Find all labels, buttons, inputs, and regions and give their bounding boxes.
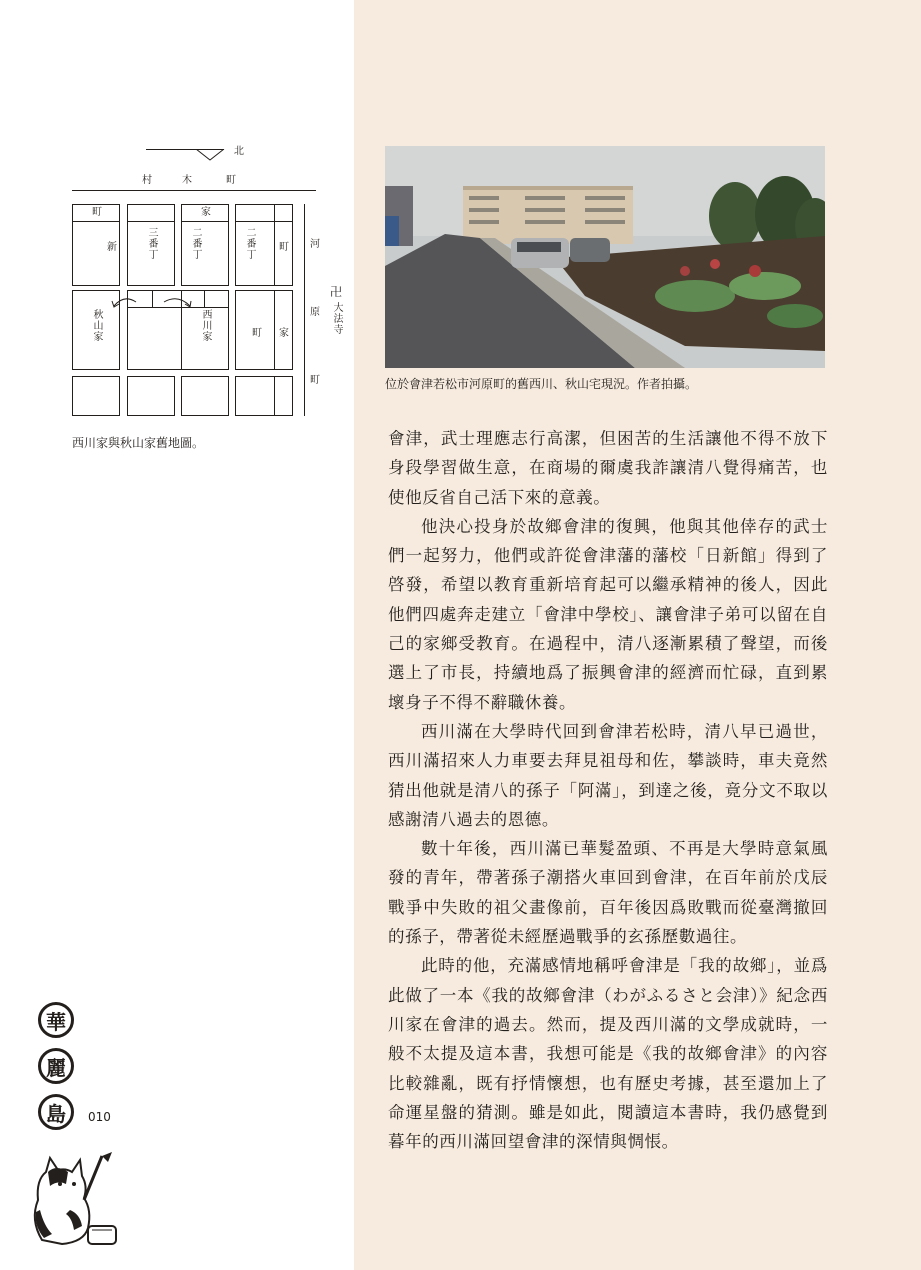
block-label: 二番丁 bbox=[244, 227, 255, 260]
relation-arrows bbox=[100, 290, 210, 320]
street-line-right bbox=[304, 204, 305, 416]
seal-char: 島 bbox=[38, 1094, 74, 1130]
block-label: 新 bbox=[107, 242, 117, 253]
north-arrow-icon bbox=[196, 149, 226, 161]
paragraph: 會津，武士理應志行高潔，但困苦的生活讓他不得不放下身段學習做生意，在商場的爾虞我詐讓清八覺得痛苦，也使他反省自己活下來的意義。 bbox=[388, 429, 828, 507]
street-char: 原 bbox=[310, 307, 320, 318]
akiyama-house-label: 秋山家 bbox=[91, 309, 102, 342]
street-char: 木 bbox=[182, 175, 192, 186]
street-photo bbox=[385, 146, 825, 368]
block-label: 町 bbox=[279, 242, 289, 253]
nishikawa-house-label: 西川家 bbox=[200, 309, 211, 342]
cat-illustration-icon bbox=[22, 1150, 122, 1250]
map-block bbox=[235, 290, 293, 370]
article-body bbox=[388, 424, 828, 1156]
temple-name: 大法寺 bbox=[331, 302, 342, 335]
map-block bbox=[235, 376, 293, 416]
block-label: 家 bbox=[279, 328, 289, 339]
street-char: 村 bbox=[142, 175, 152, 186]
street-line-top bbox=[72, 190, 316, 191]
map-block bbox=[127, 204, 175, 286]
seal-char: 麗 bbox=[38, 1048, 74, 1084]
block-label: 町 bbox=[92, 207, 102, 218]
block-label: 町 bbox=[252, 328, 262, 339]
block-label: 二番丁 bbox=[190, 227, 201, 260]
temple-symbol: 卍 bbox=[330, 285, 343, 299]
paragraph: 他決心投身於故鄉會津的復興，他與其他倖存的武士們一起努力，他們或許從會津藩的藩校「日新館」得到了啓發，希望以教育重新培育起可以繼承精神的後人，因此他們四處奔走建立「會津中學校」、讓會津子弟可以留在自己的家鄉受教育。在過程中，清八逐漸累積了聲望，而後選上了市長，持續地爲了振興會津的經濟而忙碌，直到累壞身子不得不辭職休養。 bbox=[388, 516, 828, 712]
page-number: 010 bbox=[88, 1110, 111, 1124]
map-block bbox=[235, 204, 293, 286]
north-label: 北 bbox=[234, 146, 244, 157]
photo-caption: 位於會津若松市河原町的舊西川、秋山宅現況。作者拍攝。 bbox=[385, 377, 698, 391]
map-block bbox=[181, 376, 229, 416]
street-char: 河 bbox=[310, 239, 320, 250]
block-label: 家 bbox=[201, 207, 211, 218]
map-block bbox=[181, 204, 229, 286]
map-block bbox=[72, 204, 120, 286]
street-char: 町 bbox=[226, 175, 236, 186]
map-block bbox=[72, 376, 120, 416]
paragraph: 此時的他，充滿感情地稱呼會津是「我的故鄉」，並爲此做了一本《我的故鄉會津（わがふるさと会津）》紀念西川家在會津的過去。然而，提及西川滿的文學成就時，一般不太提及這本書，我想可能是《我的故鄉會津》的內容比較雜亂，既有抒情懷想，也有歷史考據，甚至還加上了命運星盤的猜測。雖是如此，閱讀這本書時，我仍感覺到暮年的西川滿回望會津的深情與惆悵。 bbox=[388, 956, 828, 1152]
paragraph: 數十年後，西川滿已華髮盈頭、不再是大學時意氣風發的青年，帶著孫子潮搭火車回到會津，在百年前於戊辰戰爭中失敗的祖父畫像前，百年後因爲敗戰而從臺灣撤回的孫子，帶著從未經歷過戰爭的玄孫歷數過往。 bbox=[388, 839, 828, 947]
old-map bbox=[60, 140, 360, 430]
map-caption: 西川家與秋山家舊地圖。 bbox=[72, 436, 205, 450]
block-label: 三番丁 bbox=[146, 227, 157, 260]
street-char: 町 bbox=[310, 375, 320, 386]
map-block bbox=[127, 376, 175, 416]
seal-char: 華 bbox=[38, 1002, 74, 1038]
paragraph: 西川滿在大學時代回到會津若松時，清八早已過世，西川滿招來人力車要去拜見祖母和佐，攀談時，車夫竟然猜出他就是清八的孫子「阿滿」，到達之後，竟分文不取以感謝清八過去的恩德。 bbox=[388, 721, 828, 829]
